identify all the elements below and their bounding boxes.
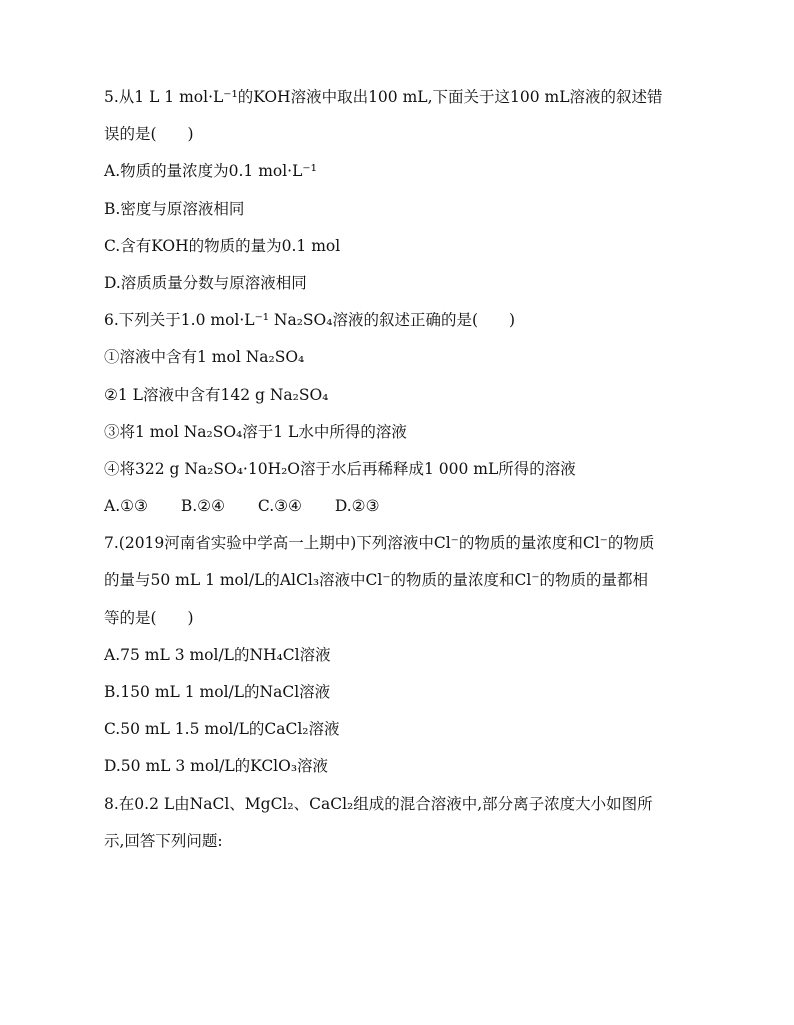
q5-stem-line-2: 误的是( ) — [104, 125, 194, 144]
q7-stem-line-1: 7.(2019河南省实验中学高一上期中)下列溶液中Cl⁻的物质的量浓度和Cl⁻的物质 — [104, 534, 655, 553]
q7-option-c: C.50 mL 1.5 mol/L的CaCl₂溶液 — [104, 720, 340, 739]
q7-option-d: D.50 mL 3 mol/L的KClO₃溶液 — [104, 757, 329, 776]
q5-option-a: A.物质的量浓度为0.1 mol·L⁻¹ — [104, 162, 317, 181]
q7-stem-line-2: 的量与50 mL 1 mol/L的AlCl₃溶液中Cl⁻的物质的量浓度和Cl⁻的物质的量都相 — [104, 571, 649, 590]
q5-option-b: B.密度与原溶液相同 — [104, 199, 245, 218]
question-content — [104, 88, 704, 869]
q7-option-b: B.150 mL 1 mol/L的NaCl溶液 — [104, 683, 331, 701]
q6-statement-2: ②1 L溶液中含有142 g Na₂SO₄ — [104, 385, 329, 404]
q6-stem-line-1: 6.下列关于1.0 mol·L⁻¹ Na₂SO₄溶液的叙述正确的是( ) — [104, 311, 516, 330]
q5-option-d: D.溶质质量分数与原溶液相同 — [104, 273, 307, 292]
q7-stem-line-3: 等的是( ) — [104, 608, 194, 627]
q6-option-a: A.①③ — [104, 497, 148, 516]
q6-statement-1: ①溶液中含有1 mol Na₂SO₄ — [104, 348, 305, 367]
q7-option-a: A.75 mL 3 mol/L的NH₄Cl溶液 — [104, 645, 331, 664]
q8-stem-line-2: 示,回答下列问题: — [104, 831, 223, 850]
q5-stem-line-1: 5.从1 L 1 mol·L⁻¹的KOH溶液中取出100 mL,下面关于这100 mL溶液的叙述错 — [104, 88, 663, 106]
q5-option-c: C.含有KOH的物质的量为0.1 mol — [104, 236, 341, 255]
q8-stem-line-1: 8.在0.2 L由NaCl、MgCl₂、CaCl₂组成的混合溶液中,部分离子浓度大小如图所 — [104, 794, 653, 813]
q6-option-d: D.②③ — [334, 497, 380, 516]
q6-statement-3: ③将1 mol Na₂SO₄溶于1 L水中所得的溶液 — [104, 422, 407, 441]
q6-statement-4: ④将322 g Na₂SO₄·10H₂O溶于水后再稀释成1 000 mL所得的溶液 — [104, 459, 576, 478]
q6-option-b: B.②④ — [180, 497, 225, 516]
q6-options — [104, 497, 704, 515]
q6-option-c: C.③④ — [257, 497, 302, 516]
